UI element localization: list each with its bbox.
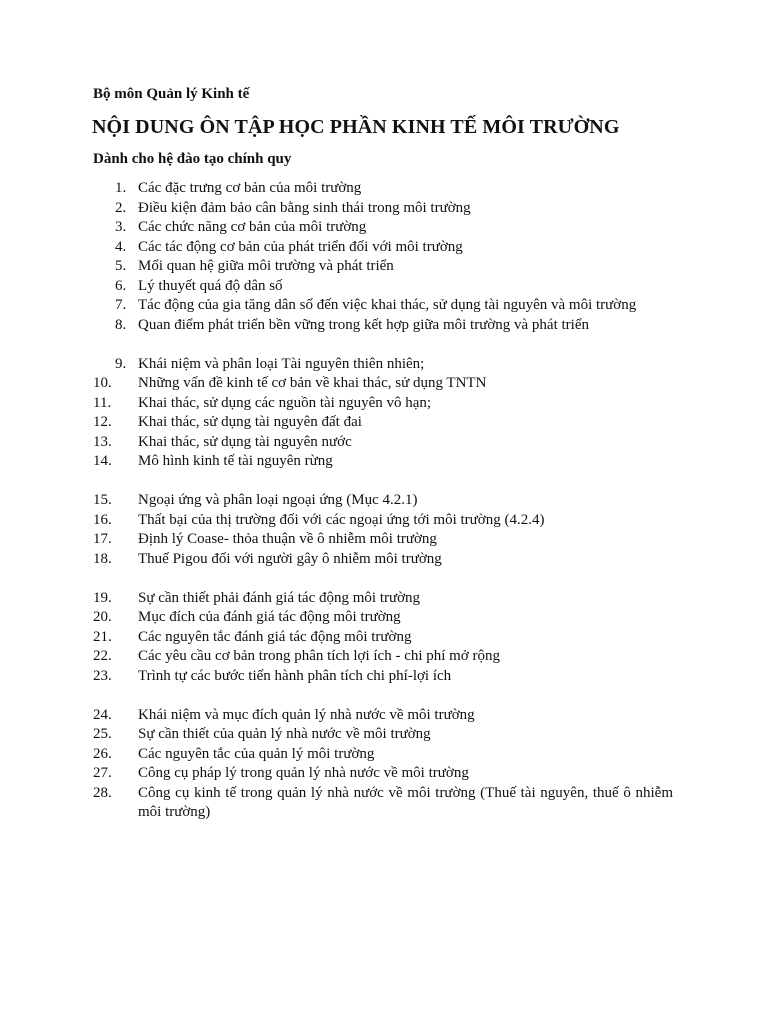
item-number: 15.: [93, 492, 112, 508]
item-text: Lý thuyết quá độ dân số: [138, 277, 283, 294]
list-item: [0, 355, 768, 375]
list-item: [0, 628, 768, 648]
list-item: [0, 433, 768, 453]
list-item: [0, 316, 768, 336]
item-text: Mô hình kinh tế tài nguyên rừng: [138, 453, 333, 469]
list-item: [0, 277, 768, 297]
list-item: [0, 589, 768, 609]
item-number: 24.: [93, 706, 112, 723]
list-item: [0, 238, 768, 258]
item-text: Quan điểm phát triển bền vững trong kết hợp giữa môi trường và phát triển: [138, 316, 589, 333]
item-text: Định lý Coase- thỏa thuận về ô nhiễm môi trường: [138, 531, 437, 547]
topic-group: [0, 706, 768, 823]
item-number: 20.: [93, 609, 112, 625]
item-number: 3.: [115, 219, 127, 235]
item-text: Điều kiện đảm bảo cân bằng sinh thái trong môi trường: [138, 199, 471, 216]
item-number: 27.: [93, 765, 112, 781]
item-text: Các yêu cầu cơ bản trong phân tích lợi ích - chi phí mở rộng: [138, 648, 501, 664]
item-number: 17.: [93, 531, 112, 547]
item-number: 6.: [115, 277, 127, 294]
list-item: [0, 374, 768, 394]
item-number: 21.: [93, 628, 112, 645]
item-text: Công cụ pháp lý trong quản lý nhà nước về môi trường: [138, 765, 469, 781]
list-item: [0, 394, 768, 414]
document-subtitle: Dành cho hệ đào tạo chính quy: [93, 151, 292, 167]
item-text: Trình tự các bước tiến hành phân tích chi phí-lợi ích: [138, 667, 452, 684]
item-number: 2.: [115, 199, 127, 216]
item-text: Khái niệm và mục đích quản lý nhà nước về môi trường: [138, 706, 475, 723]
item-text: Khai thác, sử dụng các nguồn tài nguyên vô hạn;: [138, 394, 432, 411]
item-number: 23.: [93, 667, 112, 684]
list-item: [0, 530, 768, 550]
item-text: Các chức năng cơ bản của môi trường: [138, 219, 367, 235]
item-text: Thuế Pigou đối với người gây ô nhiễm môi trường: [138, 550, 442, 567]
list-item: [0, 218, 768, 238]
list-item: [0, 257, 768, 277]
list-item: [0, 179, 768, 199]
item-text: Công cụ kinh tế trong quản lý nhà nước về môi trường (Thuế tài nguyên, thuế ô nhiễm môi trường): [138, 784, 673, 820]
item-text: Các tác động cơ bản của phát triển đối với môi trường: [138, 238, 463, 255]
item-number: 13.: [93, 433, 112, 450]
list-item: [0, 647, 768, 667]
item-text: Các nguyên tắc đánh giá tác động môi trường: [138, 628, 412, 645]
item-text: Mối quan hệ giữa môi trường và phát triển: [138, 258, 394, 274]
list-item: [0, 199, 768, 219]
list-item: [0, 491, 768, 511]
item-number: 26.: [93, 745, 112, 762]
item-number: 19.: [93, 589, 112, 606]
item-number: 18.: [93, 550, 112, 567]
topic-group: [0, 491, 768, 569]
list-item: [0, 764, 768, 784]
item-number: 28.: [93, 784, 112, 801]
item-number: 10.: [93, 375, 112, 391]
item-text: Khai thác, sử dụng tài nguyên nước: [138, 433, 352, 450]
list-item: [0, 452, 768, 472]
list-item: [0, 511, 768, 531]
list-item: [0, 550, 768, 570]
item-number: 9.: [115, 355, 127, 372]
topic-group: [0, 589, 768, 687]
item-number: 25.: [93, 726, 112, 742]
department-name: Bộ môn Quản lý Kinh tế: [93, 86, 250, 102]
list-item: [0, 725, 768, 745]
item-number: 7.: [115, 297, 127, 313]
item-text: Thất bại của thị trường đối với các ngoại ứng tới môi trường (4.2.4): [138, 511, 545, 528]
item-number: 4.: [115, 238, 127, 255]
item-number: 1.: [115, 180, 127, 196]
item-number: 8.: [115, 316, 127, 333]
list-item: [0, 413, 768, 433]
item-text: Mục đích của đánh giá tác động môi trường: [138, 609, 401, 625]
item-number: 12.: [93, 414, 112, 430]
item-text: Tác động của gia tăng dân số đến việc khai thác, sử dụng tài nguyên và môi trường: [138, 297, 637, 313]
item-text: Ngoại ứng và phân loại ngoại ứng (Mục 4.2.1): [138, 492, 418, 508]
item-number: 14.: [93, 453, 112, 469]
list-item: [0, 667, 768, 687]
list-item: [0, 608, 768, 628]
item-text: Khai thác, sử dụng tài nguyên đất đai: [138, 414, 362, 430]
item-number: 5.: [115, 258, 127, 274]
item-text: Sự cần thiết của quản lý nhà nước về môi trường: [138, 726, 431, 742]
item-text: Sự cần thiết phải đánh giá tác động môi trường: [138, 589, 421, 606]
item-text: Những vấn đề kinh tế cơ bản về khai thác, sử dụng TNTN: [138, 375, 487, 391]
item-number: 22.: [93, 648, 112, 664]
item-text: Các nguyên tắc của quản lý môi trường: [138, 745, 375, 762]
item-number: 16.: [93, 511, 112, 528]
list-item: [0, 784, 768, 823]
item-text: Các đặc trưng cơ bản của môi trường: [138, 180, 362, 196]
list-item: [0, 706, 768, 726]
item-text: Khái niệm và phân loại Tài nguyên thiên nhiên;: [138, 355, 425, 372]
list-item: [0, 745, 768, 765]
document-title: NỘI DUNG ÔN TẬP HỌC PHẦN KINH TẾ MÔI TRƯỜNG: [92, 116, 620, 138]
topic-group: [0, 179, 768, 335]
item-number: 11.: [93, 394, 112, 411]
list-item: [0, 296, 768, 316]
topic-group: [0, 355, 768, 472]
topic-list: [0, 179, 768, 823]
